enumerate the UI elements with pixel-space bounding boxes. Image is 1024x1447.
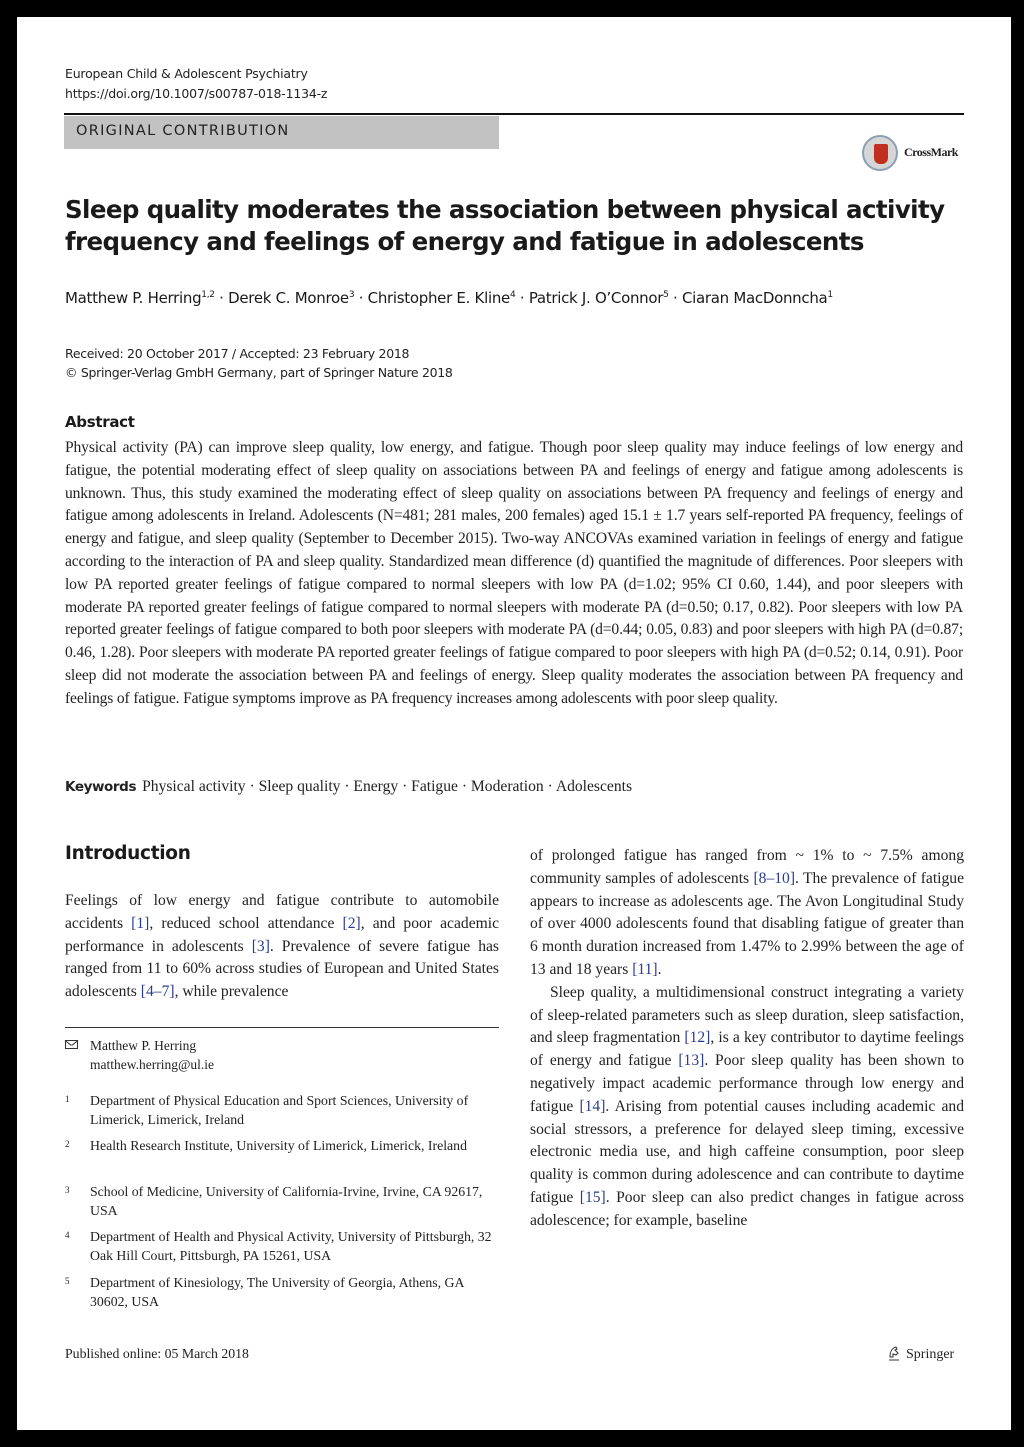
intro-column-right <box>530 845 964 1233</box>
author[interactable]: Matthew P. Herring$^{1,2}$ <box>65 289 215 307</box>
citation-link[interactable]: [1] <box>131 914 150 932</box>
introduction-heading: Introduction <box>65 843 191 864</box>
keywords-label: Keywords <box>65 779 137 795</box>
published-date: Published online: 05 March 2018 <box>65 1346 249 1361</box>
crossmark-label: CrossMark <box>904 145 958 159</box>
springer-horse-icon <box>887 1345 901 1361</box>
article-type-label: ORIGINAL CONTRIBUTION <box>76 123 290 139</box>
corresponding-author <box>65 1037 499 1077</box>
footnote-rule <box>65 1027 499 1028</box>
envelope-icon <box>65 1040 78 1049</box>
citation-link[interactable]: [14] <box>579 1097 606 1115</box>
publisher-name: Springer <box>906 1347 955 1362</box>
citation-link[interactable]: [11] <box>632 960 658 978</box>
crossmark-icon <box>862 135 898 171</box>
header-rule <box>64 113 964 115</box>
citation-link[interactable]: [15] <box>579 1188 606 1206</box>
author[interactable]: Ciaran MacDonncha$^1$ <box>681 289 833 307</box>
doi-link[interactable]: https://doi.org/10.1007/s00787-018-1134-z <box>65 86 328 101</box>
author[interactable]: Derek C. Monroe$^3$ <box>228 289 355 307</box>
article-type-banner <box>64 116 499 149</box>
corresponding-email[interactable]: matthew.herring@ul.ie <box>90 1056 215 1072</box>
received-accepted-dates: Received: 20 October 2017 / Accepted: 23 February 2018 <box>65 346 410 361</box>
citation-link[interactable]: [8–10] <box>753 869 796 887</box>
journal-header <box>65 64 327 104</box>
citation-link[interactable]: [12] <box>684 1029 711 1047</box>
author-list: Matthew P. Herring$^{1,2}$ · Derek C. Monroe$^3$ · Christopher E. Kline$^4$ · Patrick J. O’Connor$^5$ · Ciaran MacDonncha$^1$ <box>65 289 833 307</box>
citation-link[interactable]: [13] <box>678 1052 705 1070</box>
paper-page: European Child & Adolescent Psychiatry https://doi.org/10.1007/s00787-018-1134-z ORIGINAL CONTRIBUTION CrossMark Sleep quality moderates the association between physical activity frequency and feelings of energy and fatigue in adolescents Matthew P. Herring$^{1,2}$ · Derek C. Monroe$^3$ · Christopher E. Kline$^4$ · Patrick J. O’Connor$^5$ · Ciaran MacDonncha$^1$ Received: 20 October 2017 / Accepted: 23 February 2018 © Springer-Verlag GmbH Germany, part of Springer Nature 2018 Abstract Physical activity (PA) can improve sleep quality, low energy, and fatigue. Though poor sleep quality may induce feelings of low energy and fatigue, the potential moderating effect of sleep quality on associations between PA and feelings of energy and fatigue among adolescents is unknown. Thus, this study examined the moderating effect of sleep quality on associations between PA frequency and feelings of energy and fatigue among adolescents in Ireland. Adolescents (N=481; 281 males, 200 females) aged 15.1 ± 1.7 years self-reported PA frequency, feelings of energy and fatigue, and sleep quality (September to December 2015). Two-way ANCOVAs examined variation in feelings of energy and fatigue according to the interaction of PA and sleep quality. Standardized mean difference (d) quantified the magnitude of differences. Poor sleepers with low PA reported greater feelings of fatigue compared to normal sleepers with low PA (d=1.02; 95% CI 0.60, 1.44), and poor sleepers with moderate PA reported greater feelings of fatigue compared to normal sleepers with moderate PA (d=0.50; 0.17, 0.82). Poor sleepers with low PA reported greater feelings of fatigue compared to both poor sleepers with moderate PA (d=0.44; 0.05, 0.83) and poor sleepers with high PA (d=0.87; 0.46, 1.28). Poor sleepers with moderate PA reported greater feelings of fatigue compared to poor sleepers with high PA (d=0.52; 0.14, 0.91). Poor sleep did not moderate the association between PA and feelings of energy. Sleep quality moderates the association between PA frequency and feelings of fatigue. Fatigue symptoms improve as PA frequency increases among adolescents with poor sleep quality. Keywords Physical activity · Sleep quality · Energy · Fatigue · Moderation · Adolescents Introduction Feelings of low energy and fatigue contribute to automobile accidents [1], reduced school attendance [2], and poor academic performance in adolescents [3]. Prevalence of severe fatigue has ranged from 11 to 60% across studies of European and United States adolescents [4–7], while prevalence of prolonged fatigue has ranged from ~ 1% to ~ 7.5% among community samples of adolescents [8–10]. The prevalence of fatigue appears to increase as adolescents age. The Avon Longitudinal Study of over 4000 adolescents found that disabling fatigue of greater than 6 month duration increased from 1.47% to 2.99% between the age of 13 and 18 years [11]. Sleep quality, a multidimensional construct integrating a variety of sleep-related parameters such as sleep duration, sleep satisfaction, and sleep fragmentation [12], is a key contributor to daytime feelings of energy and fatigue [13]. Poor sleep quality has been shown to negatively impact academic performance through low energy and fatigue [14]. Arising from potential causes including academic and social stressors, a preference for delayed sleep timing, excessive electronic media use, and high caffeine consumption, poor sleep quality is common during adolescence and can contribute to daytime fatigue [15]. Poor sleep can also predict changes in fatigue across adolescence; for example, baseline Matthew P. Herring matthew.herring@ul.ie 1 Department of Physical Education and Sport Sciences, University of Limerick, Limerick, Ireland 2 Health Research Institute, University of Limerick, Limerick, Ireland 3 School of Medicine, University of California-Irvine, Irvine, CA 92617, USA 4 Department of Health and Physical Activity, University of Pittsburgh, 32 Oak Hill Court, Pittsburgh, PA 15261, USA 5 Department of Kinesiology, The University of Georgia, Athens, GA 30602, USA Published online: 05 March 2018 Springer <box>17 17 1011 1430</box>
citation-link[interactable]: [3] <box>251 937 270 955</box>
author[interactable]: Christopher E. Kline$^4$ <box>367 289 516 307</box>
crossmark-button[interactable] <box>862 135 972 175</box>
keywords <box>65 778 632 796</box>
citation-link[interactable]: [4–7] <box>140 983 175 1001</box>
abstract-text: Physical activity (PA) can improve sleep quality, low energy, and fatigue. Though poor sleep quality may induce feelings of low energy and fatigue, the potential moderating effect of sleep quality on associations between PA and feelings of energy and fatigue among adolescents is unknown. Thus, this study examined the moderating effect of sleep quality on associations between PA frequency and feelings of energy and fatigue among adolescents in Ireland. Adolescents (N=481; 281 males, 200 females) aged 15.1 ± 1.7 years self-reported PA frequency, feelings of energy and fatigue, and sleep quality (September to December 2015). Two-way ANCOVAs examined variation in feelings of energy and fatigue according to the interaction of PA and sleep quality. Standardized mean difference (d) quantified the magnitude of differences. Poor sleepers with low PA reported greater feelings of fatigue compared to normal sleepers with low PA (d=1.02; 95% CI 0.60, 1.44), and poor sleepers with moderate PA reported greater feelings of fatigue compared to normal sleepers with moderate PA (d=0.50; 0.17, 0.82). Poor sleepers with low PA reported greater feelings of fatigue compared to both poor sleepers with moderate PA (d=0.44; 0.05, 0.83) and poor sleepers with high PA (d=0.87; 0.46, 1.28). Poor sleepers with moderate PA reported greater feelings of fatigue compared to poor sleepers with high PA (d=0.52; 0.14, 0.91). Poor sleep did not moderate the association between PA and feelings of energy. Sleep quality moderates the association between PA frequency and feelings of fatigue. Fatigue symptoms improve as PA frequency increases among adolescents with poor sleep quality. <box>65 439 963 707</box>
publisher-logo <box>887 1345 954 1363</box>
abstract-heading: Abstract <box>65 413 135 431</box>
copyright-notice: © Springer-Verlag GmbH Germany, part of Springer Nature 2018 <box>65 365 453 380</box>
dates-block <box>65 344 453 382</box>
journal-name: European Child & Adolescent Psychiatry <box>65 66 308 81</box>
paper-title: Sleep quality moderates the association between physical activity frequency and feelings of energy and fatigue in adolescents <box>65 195 945 256</box>
paragraph: of prolonged fatigue has ranged from ~ 1% to ~ 7.5% among community samples of adolescents [8–10]. The prevalence of fatigue appears to increase as adolescents age. The Avon Longitudinal Study of over 4000 adolescents found that disabling fatigue of greater than 6 month duration increased from 1.47% to 2.99% between the age of 13 and 18 years [11]. <box>530 847 965 978</box>
keywords-list: Physical activity · Sleep quality · Energy · Fatigue · Moderation · Adolescents <box>142 778 633 795</box>
author[interactable]: Patrick J. O’Connor$^5$ <box>528 289 669 307</box>
citation-link[interactable]: [2] <box>342 914 361 932</box>
intro-column-left: Feelings of low energy and fatigue contribute to automobile accidents [1], reduced school attendance [2], and poor academic performance in adolescents [3]. Prevalence of severe fatigue has ranged from 11 to 60% across studies of European and United States adolescents [4–7], while prevalence <box>65 892 499 1001</box>
corresponding-name: Matthew P. Herring <box>90 1038 197 1053</box>
paragraph: Sleep quality, a multidimensional construct integrating a variety of sleep-related parameters such as sleep duration, sleep satisfaction, and sleep fragmentation [12], is a key contributor to daytime feelings of energy and fatigue [13]. Poor sleep quality has been shown to negatively impact academic performance through low energy and fatigue [14]. Arising from potential causes including academic and social stressors, a preference for delayed sleep timing, excessive electronic media use, and high caffeine consumption, poor sleep quality is common during adolescence and can contribute to daytime fatigue [15]. Poor sleep can also predict changes in fatigue across adolescence; for example, baseline <box>530 983 964 1229</box>
